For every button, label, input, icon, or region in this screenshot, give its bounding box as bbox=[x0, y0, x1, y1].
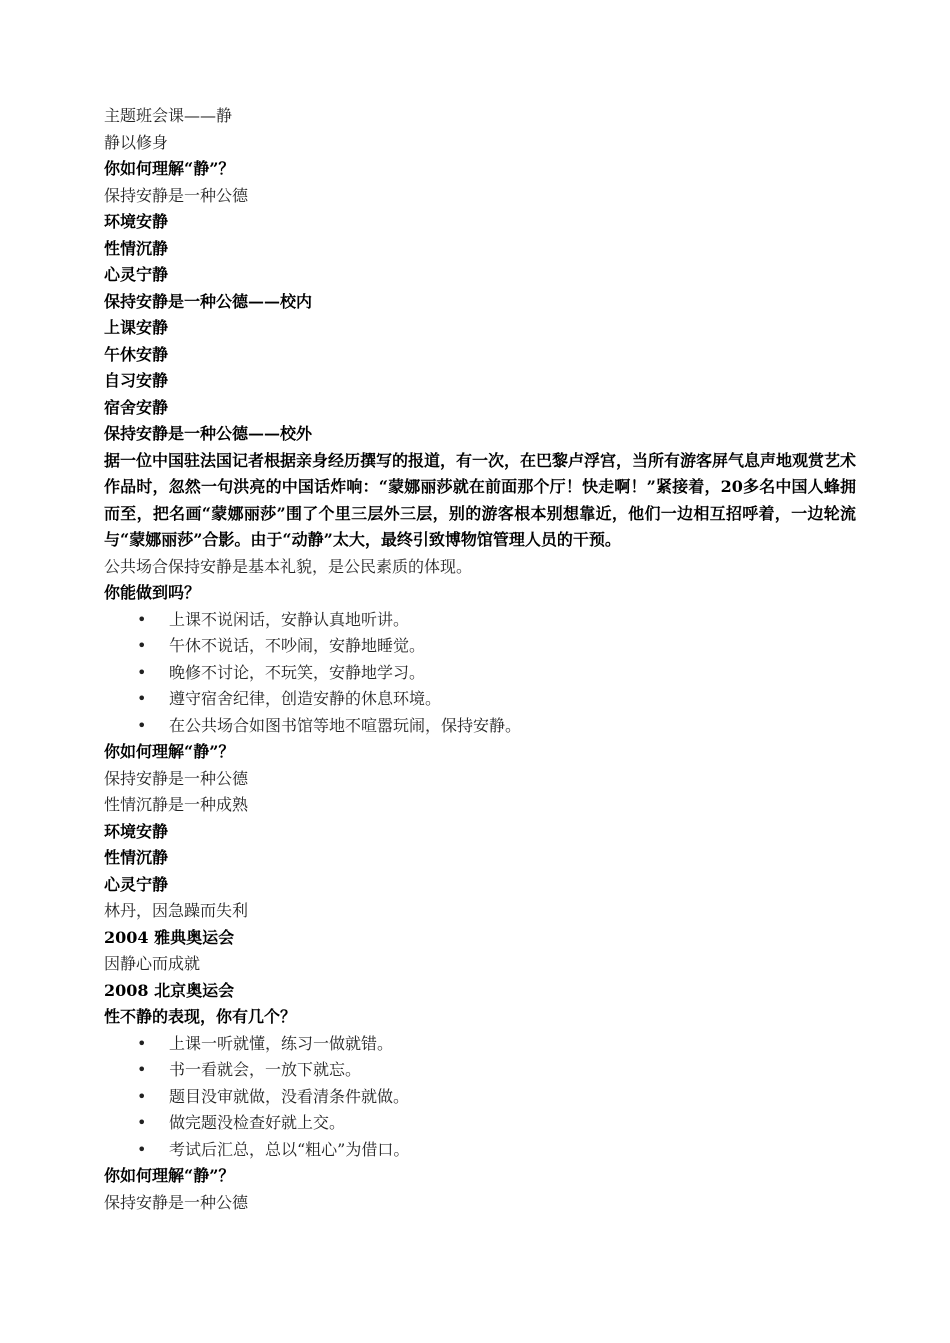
doc-subtitle: 静以修身 bbox=[104, 132, 169, 152]
question-heading: 你如何理解“静”？ bbox=[104, 159, 235, 178]
bullet-icon: • bbox=[137, 1086, 147, 1106]
campus-item: 午休安静 bbox=[104, 344, 169, 364]
aspect-item: 心灵宁静 bbox=[104, 874, 169, 894]
lindan-line: 林丹，因急躁而失利 bbox=[104, 901, 249, 920]
document-page bbox=[104, 103, 856, 1216]
public-note: 公共场合保持安静是基本礼貌，是公民素质的体现。 bbox=[104, 556, 473, 576]
list-item: • 题目没审就做，没看清条件就做。 bbox=[104, 1084, 856, 1111]
aspect-item: 环境安静 bbox=[104, 212, 169, 231]
success-line: 因静心而成就 bbox=[104, 954, 201, 973]
bullet-icon: • bbox=[137, 715, 147, 735]
list-item: • 做完题没检查好就上交。 bbox=[104, 1110, 856, 1137]
restless-list bbox=[104, 1031, 856, 1164]
question-heading: 你如何理解“静”？ bbox=[104, 1166, 235, 1185]
campus-item: 上课安静 bbox=[104, 318, 169, 337]
statement: 性情沉静是一种成熟 bbox=[104, 795, 249, 814]
doc-title: 主题班会课——静 bbox=[104, 106, 233, 125]
list-item: • 遵守宿舍纪律，创造安静的休息环境。 bbox=[104, 686, 856, 713]
statement: 保持安静是一种公德 bbox=[104, 185, 249, 205]
restless-heading: 性不静的表现，你有几个？ bbox=[104, 1007, 297, 1026]
bullet-icon: • bbox=[137, 1113, 147, 1132]
beijing-line: 2008 北京奥运会 bbox=[104, 980, 235, 1000]
aspect-item: 环境安静 bbox=[104, 821, 169, 841]
bullet-icon: • bbox=[137, 1033, 147, 1053]
bullet-icon: • bbox=[137, 609, 147, 629]
question-heading: 你如何理解“静”？ bbox=[104, 742, 235, 761]
aspect-item: 心灵宁静 bbox=[104, 265, 169, 284]
statement: 保持安静是一种公德 bbox=[104, 768, 249, 788]
bullet-icon: • bbox=[137, 662, 147, 682]
list-item: • 考试后汇总，总以“粗心”为借口。 bbox=[104, 1137, 856, 1164]
can-you-heading: 你能做到吗？ bbox=[104, 583, 201, 602]
statement: 保持安静是一种公德 bbox=[104, 1192, 249, 1212]
section-heading-outside: 保持安静是一种公德——校外 bbox=[104, 424, 313, 443]
can-do-list bbox=[104, 607, 856, 740]
list-item: • 上课一听就懂，练习一做就错。 bbox=[104, 1031, 856, 1058]
story-paragraph: 据一位中国驻法国记者根据亲身经历撰写的报道，有一次，在巴黎卢浮宫，当所有游客屏气息声地观赏艺术作品时，忽然一句洪亮的中国话炸响：“蒙娜丽莎就在前面那个厅！快走啊！”紧接着，20多名中国人蜂拥而至，把名画“蒙娜丽莎”围了个里三层外三层，别的游客根本别想靠近，他们一边相互招呼着，一边轮流与“蒙娜丽莎”合影。由于“动静”太大，最终引致博物馆管理人员的干预。 bbox=[104, 450, 857, 549]
athens-line: 2004 雅典奥运会 bbox=[104, 927, 235, 947]
list-item: • 晚修不讨论，不玩笑，安静地学习。 bbox=[104, 660, 856, 687]
aspect-item: 性情沉静 bbox=[104, 238, 169, 258]
bullet-icon: • bbox=[137, 1060, 147, 1079]
list-item: • 书一看就会，一放下就忘。 bbox=[104, 1057, 856, 1084]
aspect-item: 性情沉静 bbox=[104, 848, 169, 867]
bullet-icon: • bbox=[137, 1139, 147, 1159]
campus-item: 自习安静 bbox=[104, 371, 169, 390]
bullet-icon: • bbox=[137, 636, 147, 655]
bullet-icon: • bbox=[137, 689, 147, 708]
list-item: • 在公共场合如图书馆等地不喧嚣玩闹，保持安静。 bbox=[104, 713, 856, 740]
list-item: • 午休不说话，不吵闹，安静地睡觉。 bbox=[104, 633, 856, 660]
campus-item: 宿舍安静 bbox=[104, 397, 169, 417]
section-heading-campus: 保持安静是一种公德——校内 bbox=[104, 291, 313, 311]
list-item: • 上课不说闲话，安静认真地听讲。 bbox=[104, 607, 856, 634]
